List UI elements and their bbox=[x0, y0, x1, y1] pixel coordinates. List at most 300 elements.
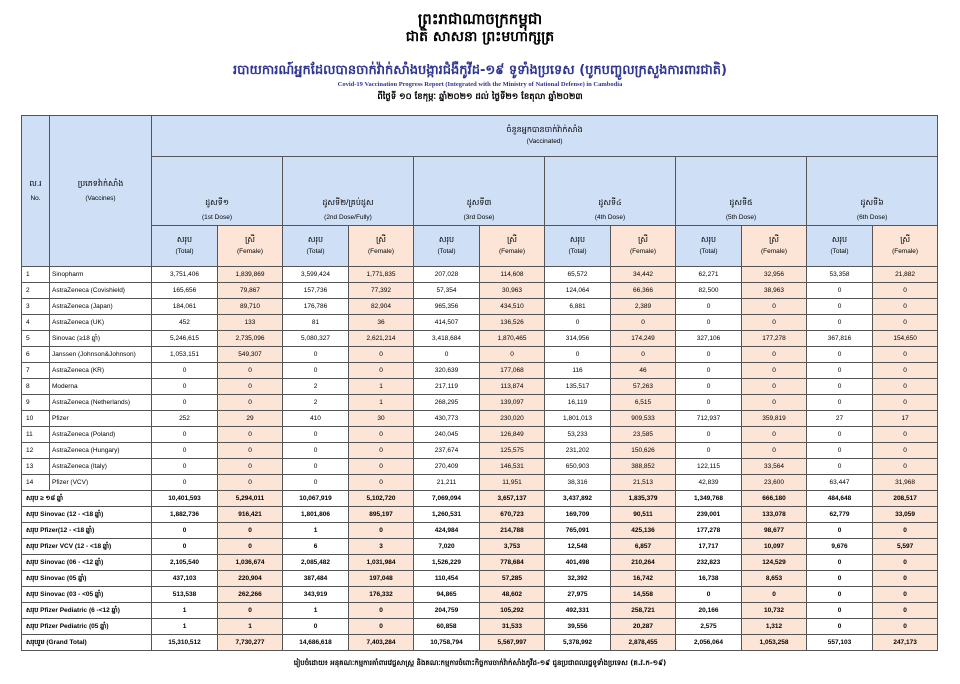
total-count: 0 bbox=[807, 587, 873, 603]
female-count: 30 bbox=[349, 411, 414, 427]
total-count: 94,865 bbox=[414, 587, 480, 603]
total-count: 5,246,615 bbox=[152, 331, 218, 347]
total-count: 27 bbox=[807, 411, 873, 427]
total-count: 650,903 bbox=[545, 459, 611, 475]
summary-label: សរុប Pfizer(12 - <18 ឆ្នាំ) bbox=[22, 523, 152, 539]
female-count: 0 bbox=[873, 395, 938, 411]
total-count: 0 bbox=[807, 443, 873, 459]
total-count: 6 bbox=[283, 539, 349, 555]
female-count: 895,197 bbox=[349, 507, 414, 523]
total-count: 2 bbox=[283, 379, 349, 395]
summary-row bbox=[22, 571, 938, 587]
female-count: 114,608 bbox=[480, 267, 545, 283]
total-count: 0 bbox=[152, 395, 218, 411]
motto: ជាតិ សាសនា ព្រះមហាក្សត្រ bbox=[405, 29, 555, 45]
female-count: 89,710 bbox=[218, 299, 283, 315]
female-count: 220,904 bbox=[218, 571, 283, 587]
female-count: 48,602 bbox=[480, 587, 545, 603]
vaccine-name: AstraZeneca (KR) bbox=[50, 363, 152, 379]
row-number: 11 bbox=[22, 427, 50, 443]
total-count: 2,085,482 bbox=[283, 555, 349, 571]
total-count: 0 bbox=[152, 475, 218, 491]
vaccine-name: AstraZeneca (Japan) bbox=[50, 299, 152, 315]
total-count: 410 bbox=[283, 411, 349, 427]
female-count: 1,839,869 bbox=[218, 267, 283, 283]
female-count: 0 bbox=[218, 379, 283, 395]
female-count: 0 bbox=[218, 363, 283, 379]
female-count: 1,053,258 bbox=[742, 635, 807, 651]
female-count: 388,852 bbox=[611, 459, 676, 475]
report-date-range: ពីថ្ងៃទី ១០ ខែកុម្ភៈ ឆ្នាំ២០២១ ដល់ ថ្ងៃទី២១ ខែតុលា ឆ្នាំ២០២៣ bbox=[377, 92, 583, 102]
total-count: 0 bbox=[545, 315, 611, 331]
summary-row bbox=[22, 507, 938, 523]
female-count: 1,036,674 bbox=[218, 555, 283, 571]
total-subheader: សរុប (Total) bbox=[414, 226, 480, 267]
vaccine-name: AstraZeneca (Covishield) bbox=[50, 283, 152, 299]
total-count: 557,103 bbox=[807, 635, 873, 651]
female-count: 0 bbox=[349, 619, 414, 635]
female-count: 262,266 bbox=[218, 587, 283, 603]
female-count: 174,249 bbox=[611, 331, 676, 347]
total-count: 0 bbox=[414, 347, 480, 363]
female-count: 23,600 bbox=[742, 475, 807, 491]
female-count: 0 bbox=[873, 571, 938, 587]
vaccine-name: AstraZeneca (UK) bbox=[50, 315, 152, 331]
row-number: 6 bbox=[22, 347, 50, 363]
female-count: 0 bbox=[873, 587, 938, 603]
total-count: 32,392 bbox=[545, 571, 611, 587]
total-subheader: សរុប (Total) bbox=[152, 226, 218, 267]
vaccine-name: Pfizer bbox=[50, 411, 152, 427]
report-footer: រៀបចំដោយ៖ អនុគណៈកម្មការគាំពារវេជ្ជសាស្ត្រ និងគណៈកម្មការចំពោះកិច្ចការចាក់វ៉ាក់សាំងកូវីដ-១៩ ជូនប្រជាពលរដ្ឋទូទាំងប្រទេស (គ.វ.ក-១៩) bbox=[293, 659, 667, 667]
table-row bbox=[22, 363, 938, 379]
female-subheader: ស្រី (Female) bbox=[349, 226, 414, 267]
female-count: 6,857 bbox=[611, 539, 676, 555]
total-count: 0 bbox=[283, 347, 349, 363]
total-count: 0 bbox=[676, 443, 742, 459]
total-count: 320,639 bbox=[414, 363, 480, 379]
female-count: 0 bbox=[349, 523, 414, 539]
total-count: 10,067,919 bbox=[283, 491, 349, 507]
table-row bbox=[22, 443, 938, 459]
row-number: 8 bbox=[22, 379, 50, 395]
total-count: 0 bbox=[152, 379, 218, 395]
row-number: 3 bbox=[22, 299, 50, 315]
female-count: 258,721 bbox=[611, 603, 676, 619]
female-count: 549,307 bbox=[218, 347, 283, 363]
summary-label: សរុប Sinovac (12 - <18 ឆ្នាំ) bbox=[22, 507, 152, 523]
female-count: 33,059 bbox=[873, 507, 938, 523]
total-count: 184,061 bbox=[152, 299, 218, 315]
female-count: 0 bbox=[218, 539, 283, 555]
female-count: 0 bbox=[349, 443, 414, 459]
total-count: 3,418,684 bbox=[414, 331, 480, 347]
total-count: 0 bbox=[807, 619, 873, 635]
table-row bbox=[22, 315, 938, 331]
summary-label: សរុប Sinovac (06 - <12 ឆ្នាំ) bbox=[22, 555, 152, 571]
summary-row bbox=[22, 603, 938, 619]
total-count: 10,401,593 bbox=[152, 491, 218, 507]
female-count: 10,732 bbox=[742, 603, 807, 619]
female-count: 34,442 bbox=[611, 267, 676, 283]
total-count: 492,331 bbox=[545, 603, 611, 619]
total-count: 965,356 bbox=[414, 299, 480, 315]
total-count: 21,211 bbox=[414, 475, 480, 491]
female-count: 214,788 bbox=[480, 523, 545, 539]
table-row bbox=[22, 475, 938, 491]
total-count: 401,498 bbox=[545, 555, 611, 571]
total-count: 42,839 bbox=[676, 475, 742, 491]
total-count: 0 bbox=[283, 363, 349, 379]
total-count: 17,717 bbox=[676, 539, 742, 555]
female-count: 0 bbox=[873, 283, 938, 299]
female-count: 1,031,984 bbox=[349, 555, 414, 571]
table-row bbox=[22, 299, 938, 315]
total-count: 0 bbox=[807, 283, 873, 299]
female-count: 3,657,137 bbox=[480, 491, 545, 507]
total-count: 1 bbox=[283, 603, 349, 619]
total-subheader: សរុប (Total) bbox=[807, 226, 873, 267]
female-count: 133 bbox=[218, 315, 283, 331]
female-count: 82,904 bbox=[349, 299, 414, 315]
summary-row bbox=[22, 619, 938, 635]
total-count: 387,484 bbox=[283, 571, 349, 587]
female-count: 670,723 bbox=[480, 507, 545, 523]
total-count: 0 bbox=[807, 299, 873, 315]
female-subheader: ស្រី (Female) bbox=[611, 226, 676, 267]
female-count: 0 bbox=[742, 347, 807, 363]
female-count: 0 bbox=[742, 363, 807, 379]
vaccine-name: Janssen (Johnson&Johnson) bbox=[50, 347, 152, 363]
vaccination-table-container bbox=[21, 115, 937, 651]
summary-label: សរុប Pfizer VCV (12 - <18 ឆ្នាំ) bbox=[22, 539, 152, 555]
female-count: 79,867 bbox=[218, 283, 283, 299]
female-count: 3,753 bbox=[480, 539, 545, 555]
female-count: 0 bbox=[611, 347, 676, 363]
table-row bbox=[22, 283, 938, 299]
total-count: 169,709 bbox=[545, 507, 611, 523]
row-number: 12 bbox=[22, 443, 50, 459]
female-count: 133,078 bbox=[742, 507, 807, 523]
female-count: 10,097 bbox=[742, 539, 807, 555]
female-count: 1 bbox=[349, 379, 414, 395]
female-count: 7,403,284 bbox=[349, 635, 414, 651]
total-count: 165,656 bbox=[152, 283, 218, 299]
female-count: 14,558 bbox=[611, 587, 676, 603]
female-count: 90,511 bbox=[611, 507, 676, 523]
total-count: 0 bbox=[807, 347, 873, 363]
total-count: 0 bbox=[283, 427, 349, 443]
total-count: 10,758,794 bbox=[414, 635, 480, 651]
vaccine-name: AstraZeneca (Netherlands) bbox=[50, 395, 152, 411]
total-count: 0 bbox=[676, 299, 742, 315]
table-row bbox=[22, 267, 938, 283]
total-count: 452 bbox=[152, 315, 218, 331]
female-count: 0 bbox=[742, 299, 807, 315]
vaccine-name: Moderna bbox=[50, 379, 152, 395]
female-count: 0 bbox=[742, 379, 807, 395]
total-count: 270,409 bbox=[414, 459, 480, 475]
col-header-vaccines: ប្រភេទវ៉ាក់សាំង (Vaccines) bbox=[50, 116, 152, 267]
total-count: 0 bbox=[676, 587, 742, 603]
total-count: 0 bbox=[676, 347, 742, 363]
female-count: 5,597 bbox=[873, 539, 938, 555]
total-count: 1 bbox=[152, 603, 218, 619]
total-count: 1,526,229 bbox=[414, 555, 480, 571]
female-count: 0 bbox=[873, 523, 938, 539]
total-count: 0 bbox=[807, 379, 873, 395]
female-count: 33,564 bbox=[742, 459, 807, 475]
total-count: 62,779 bbox=[807, 507, 873, 523]
total-count: 2 bbox=[283, 395, 349, 411]
total-count: 240,045 bbox=[414, 427, 480, 443]
female-count: 36 bbox=[349, 315, 414, 331]
total-count: 7,069,094 bbox=[414, 491, 480, 507]
total-subheader: សរុប (Total) bbox=[676, 226, 742, 267]
vaccine-name: AstraZeneca (Hungary) bbox=[50, 443, 152, 459]
dose-header: ដូសទី២/គ្រប់ដូស (2nd Dose/Fully) bbox=[283, 157, 414, 226]
total-count: 14,686,618 bbox=[283, 635, 349, 651]
female-count: 29 bbox=[218, 411, 283, 427]
total-count: 367,816 bbox=[807, 331, 873, 347]
female-count: 105,292 bbox=[480, 603, 545, 619]
female-count: 0 bbox=[873, 443, 938, 459]
dose-header: ដូសទី៣ (3rd Dose) bbox=[414, 157, 545, 226]
total-count: 53,358 bbox=[807, 267, 873, 283]
total-count: 3,437,892 bbox=[545, 491, 611, 507]
summary-row bbox=[22, 523, 938, 539]
female-count: 208,517 bbox=[873, 491, 938, 507]
female-count: 778,684 bbox=[480, 555, 545, 571]
total-count: 0 bbox=[152, 427, 218, 443]
total-count: 0 bbox=[152, 443, 218, 459]
summary-label: សរុប Sinovac (03 - <05 ឆ្នាំ) bbox=[22, 587, 152, 603]
col-header-no: ល.រ No. bbox=[22, 116, 50, 267]
total-count: 27,975 bbox=[545, 587, 611, 603]
female-count: 32,956 bbox=[742, 267, 807, 283]
total-count: 65,572 bbox=[545, 267, 611, 283]
total-count: 765,091 bbox=[545, 523, 611, 539]
female-count: 113,874 bbox=[480, 379, 545, 395]
total-count: 110,454 bbox=[414, 571, 480, 587]
female-count: 0 bbox=[349, 603, 414, 619]
female-subheader: ស្រី (Female) bbox=[742, 226, 807, 267]
summary-row bbox=[22, 635, 938, 651]
female-count: 5,294,011 bbox=[218, 491, 283, 507]
female-count: 6,515 bbox=[611, 395, 676, 411]
table-row bbox=[22, 347, 938, 363]
total-count: 12,548 bbox=[545, 539, 611, 555]
total-count: 327,106 bbox=[676, 331, 742, 347]
female-count: 177,278 bbox=[742, 331, 807, 347]
report-title-kh: របាយការណ៍អ្នកដែលបានចាក់វ៉ាក់សាំងបង្ការជំងឺកូវីដ-១៩ ទូទាំងប្រទេស (បូកបញ្ចូលក្រសួងការពារជាតិ) bbox=[233, 63, 727, 78]
row-number: 4 bbox=[22, 315, 50, 331]
total-count: 232,823 bbox=[676, 555, 742, 571]
row-number: 7 bbox=[22, 363, 50, 379]
total-count: 0 bbox=[807, 427, 873, 443]
total-count: 414,507 bbox=[414, 315, 480, 331]
female-count: 125,575 bbox=[480, 443, 545, 459]
female-count: 139,097 bbox=[480, 395, 545, 411]
total-count: 1,349,768 bbox=[676, 491, 742, 507]
female-count: 30,963 bbox=[480, 283, 545, 299]
total-count: 135,517 bbox=[545, 379, 611, 395]
dose-header: ដូសទី១ (1st Dose) bbox=[152, 157, 283, 226]
female-count: 98,677 bbox=[742, 523, 807, 539]
total-count: 5,080,327 bbox=[283, 331, 349, 347]
female-count: 124,529 bbox=[742, 555, 807, 571]
vaccine-name: Sinopharm bbox=[50, 267, 152, 283]
report-title-en: Covid-19 Vaccination Progress Report (Integrated with the Ministry of National Defense) in Cambodia bbox=[337, 81, 623, 88]
total-count: 1,053,151 bbox=[152, 347, 218, 363]
total-count: 0 bbox=[807, 571, 873, 587]
total-count: 0 bbox=[152, 539, 218, 555]
female-count: 0 bbox=[349, 347, 414, 363]
female-count: 0 bbox=[218, 475, 283, 491]
total-count: 1 bbox=[283, 523, 349, 539]
total-count: 0 bbox=[283, 619, 349, 635]
female-count: 434,510 bbox=[480, 299, 545, 315]
vaccine-name: Pfizer (VCV) bbox=[50, 475, 152, 491]
total-count: 9,676 bbox=[807, 539, 873, 555]
female-count: 0 bbox=[218, 443, 283, 459]
total-count: 343,919 bbox=[283, 587, 349, 603]
col-header-vaccinated: ចំនួនអ្នកបានចាក់វ៉ាក់សាំង (Vaccinated) bbox=[152, 116, 938, 157]
female-count: 359,819 bbox=[742, 411, 807, 427]
female-count: 0 bbox=[873, 315, 938, 331]
female-count: 20,287 bbox=[611, 619, 676, 635]
total-count: 57,354 bbox=[414, 283, 480, 299]
female-count: 21,513 bbox=[611, 475, 676, 491]
female-count: 177,068 bbox=[480, 363, 545, 379]
female-count: 0 bbox=[873, 379, 938, 395]
female-count: 17 bbox=[873, 411, 938, 427]
female-count: 7,730,277 bbox=[218, 635, 283, 651]
total-count: 437,103 bbox=[152, 571, 218, 587]
total-count: 16,738 bbox=[676, 571, 742, 587]
female-count: 46 bbox=[611, 363, 676, 379]
table-row bbox=[22, 459, 938, 475]
total-count: 38,316 bbox=[545, 475, 611, 491]
kingdom-title: ព្រះរាជាណាចក្រកម្ពុជា bbox=[417, 10, 543, 28]
dose-header: ដូសទី៥ (5th Dose) bbox=[676, 157, 807, 226]
total-count: 0 bbox=[676, 395, 742, 411]
female-count: 8,653 bbox=[742, 571, 807, 587]
female-count: 0 bbox=[873, 427, 938, 443]
female-count: 154,650 bbox=[873, 331, 938, 347]
female-count: 0 bbox=[873, 555, 938, 571]
total-count: 252 bbox=[152, 411, 218, 427]
total-count: 15,310,512 bbox=[152, 635, 218, 651]
total-count: 16,119 bbox=[545, 395, 611, 411]
total-count: 2,056,064 bbox=[676, 635, 742, 651]
table-row bbox=[22, 395, 938, 411]
female-count: 5,102,720 bbox=[349, 491, 414, 507]
total-count: 2,575 bbox=[676, 619, 742, 635]
total-count: 237,674 bbox=[414, 443, 480, 459]
female-count: 0 bbox=[218, 459, 283, 475]
female-count: 0 bbox=[873, 619, 938, 635]
female-count: 31,533 bbox=[480, 619, 545, 635]
female-count: 0 bbox=[742, 315, 807, 331]
total-count: 0 bbox=[283, 459, 349, 475]
total-count: 430,773 bbox=[414, 411, 480, 427]
female-count: 230,020 bbox=[480, 411, 545, 427]
female-count: 1,771,835 bbox=[349, 267, 414, 283]
vaccine-name: AstraZeneca (Italy) bbox=[50, 459, 152, 475]
summary-row bbox=[22, 555, 938, 571]
vaccine-name: Sinovac (≥18 ឆ្នាំ) bbox=[50, 331, 152, 347]
female-count: 5,567,997 bbox=[480, 635, 545, 651]
total-count: 0 bbox=[807, 603, 873, 619]
summary-label: សរុប Sinovac (05 ឆ្នាំ) bbox=[22, 571, 152, 587]
total-count: 1,260,531 bbox=[414, 507, 480, 523]
table-row bbox=[22, 411, 938, 427]
female-count: 0 bbox=[742, 587, 807, 603]
female-count: 0 bbox=[873, 347, 938, 363]
female-count: 1,870,465 bbox=[480, 331, 545, 347]
row-number: 10 bbox=[22, 411, 50, 427]
summary-label: សរុប Pfizer Pediatric (6 -<12 ឆ្នាំ) bbox=[22, 603, 152, 619]
row-number: 9 bbox=[22, 395, 50, 411]
report-header bbox=[0, 10, 960, 104]
summary-row bbox=[22, 587, 938, 603]
total-count: 60,858 bbox=[414, 619, 480, 635]
table-row bbox=[22, 379, 938, 395]
total-count: 20,166 bbox=[676, 603, 742, 619]
female-count: 1 bbox=[218, 619, 283, 635]
female-count: 0 bbox=[480, 347, 545, 363]
female-count: 0 bbox=[218, 603, 283, 619]
total-count: 268,295 bbox=[414, 395, 480, 411]
summary-label: សរុបរួម (Grand Total) bbox=[22, 635, 152, 651]
total-count: 0 bbox=[676, 315, 742, 331]
female-count: 1,835,379 bbox=[611, 491, 676, 507]
table-row bbox=[22, 331, 938, 347]
female-count: 0 bbox=[349, 475, 414, 491]
total-count: 0 bbox=[807, 315, 873, 331]
female-count: 31,968 bbox=[873, 475, 938, 491]
total-count: 0 bbox=[152, 459, 218, 475]
total-count: 5,378,992 bbox=[545, 635, 611, 651]
female-count: 2,878,455 bbox=[611, 635, 676, 651]
total-count: 207,028 bbox=[414, 267, 480, 283]
total-count: 712,937 bbox=[676, 411, 742, 427]
table-row bbox=[22, 427, 938, 443]
total-count: 1 bbox=[152, 619, 218, 635]
female-count: 197,048 bbox=[349, 571, 414, 587]
row-number: 14 bbox=[22, 475, 50, 491]
total-count: 0 bbox=[807, 555, 873, 571]
total-count: 2,105,540 bbox=[152, 555, 218, 571]
female-count: 3 bbox=[349, 539, 414, 555]
row-number: 5 bbox=[22, 331, 50, 347]
total-count: 157,736 bbox=[283, 283, 349, 299]
vaccine-name: AstraZeneca (Poland) bbox=[50, 427, 152, 443]
total-count: 7,020 bbox=[414, 539, 480, 555]
total-count: 0 bbox=[676, 427, 742, 443]
female-count: 16,742 bbox=[611, 571, 676, 587]
female-count: 0 bbox=[611, 315, 676, 331]
total-count: 1,801,806 bbox=[283, 507, 349, 523]
female-count: 425,136 bbox=[611, 523, 676, 539]
row-number: 2 bbox=[22, 283, 50, 299]
total-count: 0 bbox=[807, 363, 873, 379]
total-count: 0 bbox=[807, 395, 873, 411]
summary-row bbox=[22, 491, 938, 507]
total-count: 0 bbox=[152, 523, 218, 539]
female-count: 66,366 bbox=[611, 283, 676, 299]
